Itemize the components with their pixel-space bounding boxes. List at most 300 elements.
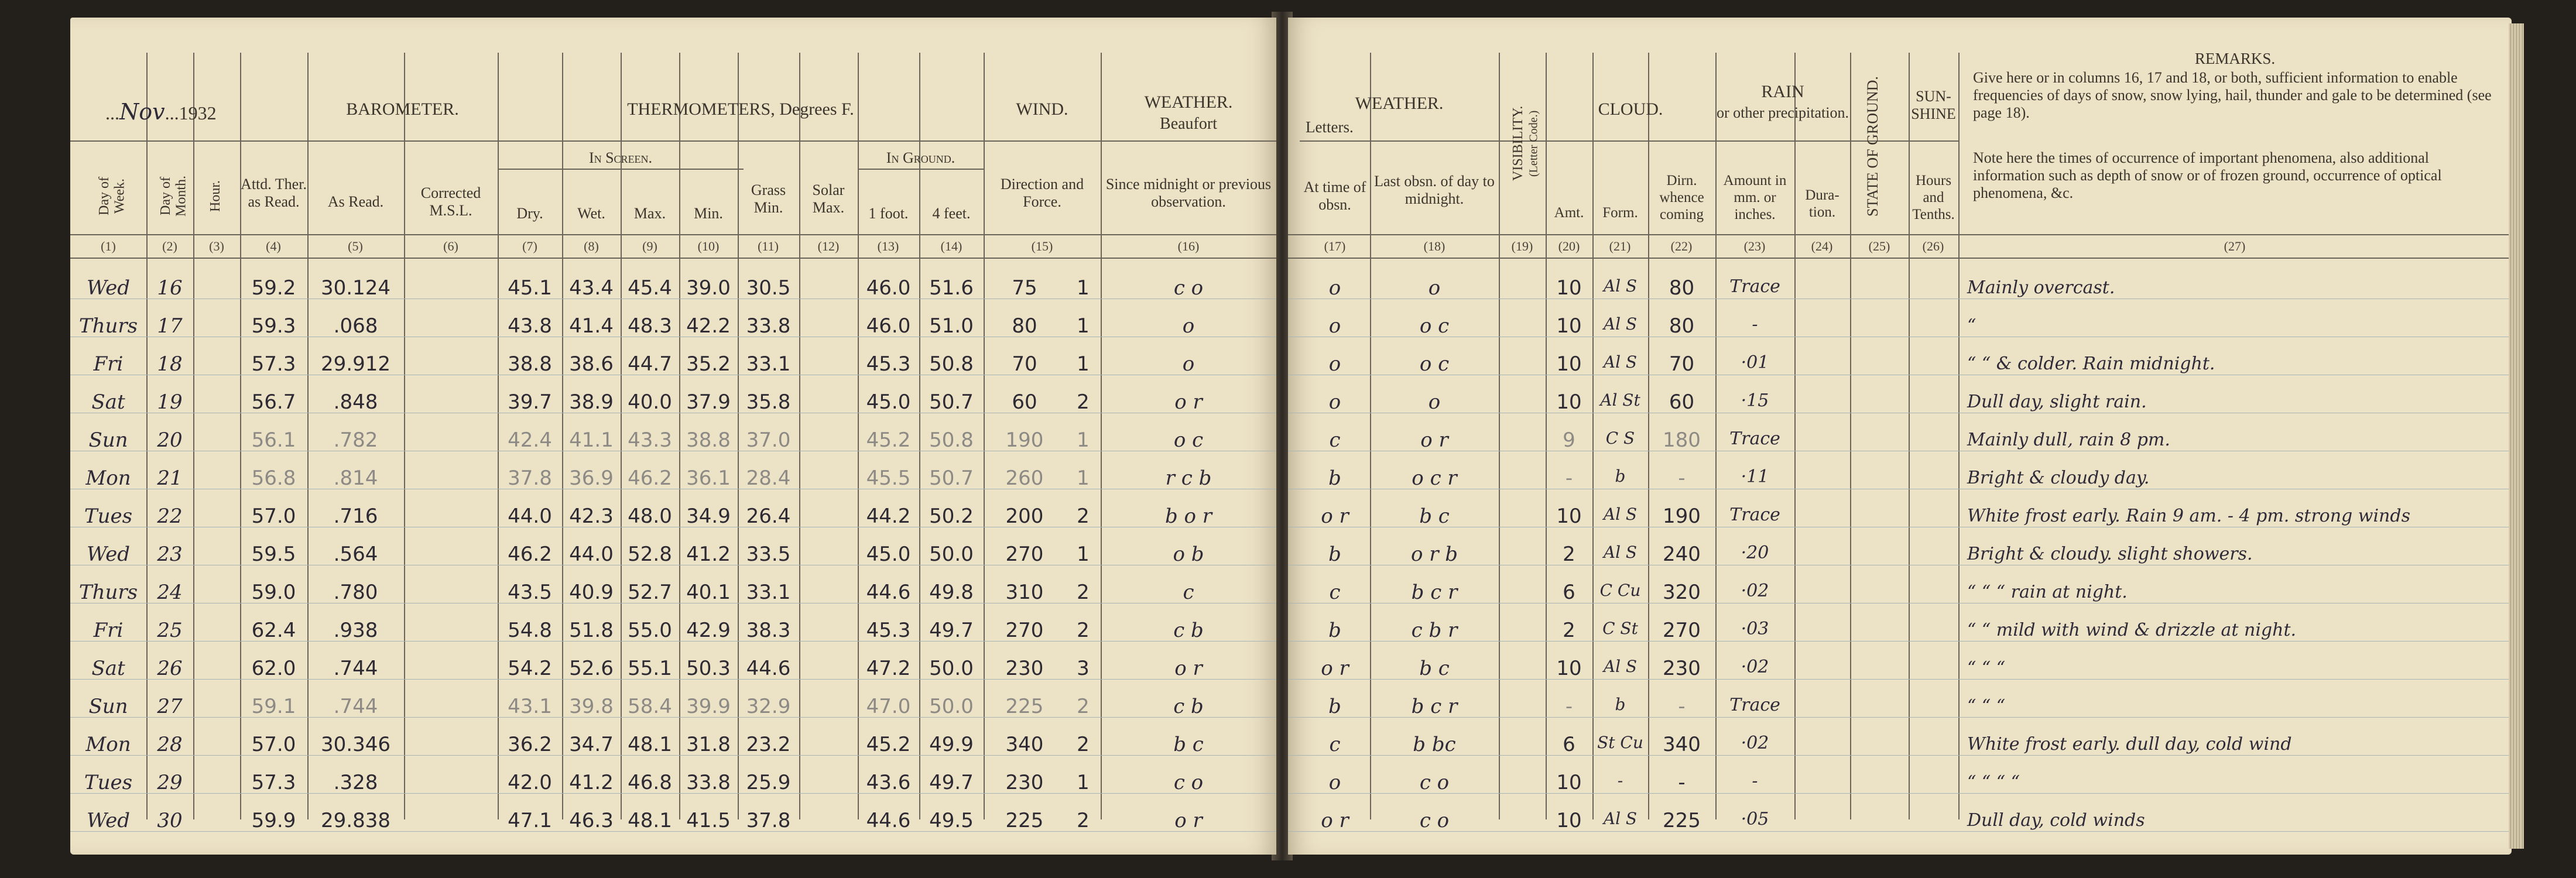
cell-bar: 30.346 xyxy=(321,733,390,756)
cell-date: 30 xyxy=(157,809,183,832)
cell-date: 24 xyxy=(157,581,183,604)
cell-dirn: 70 xyxy=(1669,352,1695,376)
cell-bar: 29.838 xyxy=(321,809,390,832)
cell-force: 1 xyxy=(1077,352,1090,376)
cell-attd: 59.9 xyxy=(251,809,296,832)
remark-text: Dull day, cold winds xyxy=(1967,810,2145,831)
cell-date: 17 xyxy=(157,314,183,338)
cell-dir: 70 xyxy=(1012,352,1037,376)
remark-text: Dull day, slight rain. xyxy=(1967,392,2147,412)
column-number: (12) xyxy=(817,239,840,253)
cell-last: b c r xyxy=(1411,581,1458,604)
dirn-header: Dirn. whence coming xyxy=(1659,173,1704,222)
cell-last: b c r xyxy=(1411,695,1458,718)
cell-wet: 39.8 xyxy=(569,695,614,718)
cell-rain: - xyxy=(1752,771,1758,791)
cell-dir: 190 xyxy=(1005,428,1044,452)
cell-wx: o r xyxy=(1174,390,1203,414)
cell-g1: 44.2 xyxy=(866,505,911,528)
cell-max: 48.1 xyxy=(628,733,672,756)
cell-day: Sun xyxy=(88,695,128,718)
beaufort-label: Beaufort xyxy=(1160,115,1217,133)
cell-rain: ·02 xyxy=(1741,733,1769,753)
cell-bar: .814 xyxy=(333,467,378,490)
header-rule-bottom xyxy=(70,234,1276,235)
amt-header: Amt. xyxy=(1554,205,1584,221)
in-ground-heading: In Ground. xyxy=(886,149,955,166)
cell-date: 20 xyxy=(157,428,183,452)
column-number: (27) xyxy=(2224,239,2246,253)
in-screen-heading: In Screen. xyxy=(588,149,653,166)
cell-g4: 49.8 xyxy=(929,581,974,604)
cell-g1: 43.6 xyxy=(866,771,911,794)
cell-form: Al S xyxy=(1603,543,1638,562)
cell-day: Mon xyxy=(85,467,131,490)
header-rule-top xyxy=(1300,140,1958,142)
cell-form: St Cu xyxy=(1597,733,1643,752)
cell-last: o c xyxy=(1419,314,1450,338)
cell-grass: 44.6 xyxy=(746,657,791,680)
cell-min: 37.9 xyxy=(686,390,731,414)
remarks-instructions-2: Note here the times of occurrence of important phenomena, also additional information such as depth of snow or of frozen ground, occurrence of optical phenomena, &c. xyxy=(1973,149,2442,201)
cell-bar: .938 xyxy=(333,619,378,642)
column-number: (17) xyxy=(1324,239,1346,253)
dry-header: Dry. xyxy=(516,205,543,222)
cell-min: 34.9 xyxy=(686,505,731,528)
solar-max-header: Solar Max. xyxy=(812,181,845,216)
cell-bar: .782 xyxy=(333,428,378,452)
cell-amt: 10 xyxy=(1556,771,1582,794)
cell-max: 46.2 xyxy=(628,467,672,490)
cell-wx: c o xyxy=(1173,276,1204,300)
cell-dirn: 230 xyxy=(1663,657,1701,680)
cell-g4: 51.6 xyxy=(929,276,974,300)
cell-day: Wed xyxy=(86,809,131,832)
cell-wet: 52.6 xyxy=(569,657,614,680)
remark-text: Mainly overcast. xyxy=(1967,277,2115,298)
cell-at: c xyxy=(1329,733,1341,756)
cell-rain: ·05 xyxy=(1741,809,1769,829)
corrected-header: Corrected M.S.L. xyxy=(420,184,481,219)
remark-text: “ “ “ rain at night. xyxy=(1967,582,2128,602)
cell-form: Al S xyxy=(1603,505,1638,524)
column-rule xyxy=(1499,53,1500,819)
cell-wx: c xyxy=(1183,581,1194,604)
column-number: (19) xyxy=(1511,239,1533,253)
hours-tenths-header: Hours and Tenths. xyxy=(1912,173,1955,222)
remark-text: Mainly dull, rain 8 pm. xyxy=(1967,430,2170,450)
cell-date: 16 xyxy=(157,276,183,300)
max-header: Max. xyxy=(633,205,666,222)
cell-dry: 42.0 xyxy=(508,771,552,794)
cell-last: b c xyxy=(1419,505,1450,528)
cell-at: o xyxy=(1328,390,1341,414)
cell-wet: 38.9 xyxy=(569,390,614,414)
cell-min: 35.2 xyxy=(686,352,731,376)
cell-g1: 45.2 xyxy=(866,428,911,452)
cell-wx: o c xyxy=(1173,428,1204,452)
cell-date: 26 xyxy=(157,657,183,680)
cell-amt: 6 xyxy=(1563,733,1575,756)
cell-max: 58.4 xyxy=(628,695,672,718)
cell-bar: .744 xyxy=(333,695,378,718)
cell-attd: 59.5 xyxy=(251,543,296,566)
cell-day: Fri xyxy=(93,619,124,642)
cell-dirn: 80 xyxy=(1669,276,1695,300)
column-number: (4) xyxy=(266,239,281,253)
cell-rain: ·03 xyxy=(1741,619,1769,639)
remark-text: “ “ “ xyxy=(1967,658,2006,678)
cell-wx: o r xyxy=(1174,657,1203,680)
cell-at: o xyxy=(1328,771,1341,794)
header-rule-top xyxy=(70,140,1276,142)
month-year: ...Nov...1932 xyxy=(105,99,217,125)
cell-g1: 45.3 xyxy=(866,352,911,376)
cell-grass: 25.9 xyxy=(746,771,791,794)
cell-day: Thurs xyxy=(78,581,138,604)
column-number: (24) xyxy=(1811,239,1833,253)
cell-dir: 60 xyxy=(1012,390,1037,414)
cell-day: Tues xyxy=(84,505,133,528)
cell-rain: Trace xyxy=(1729,505,1780,525)
cell-g1: 45.0 xyxy=(866,543,911,566)
cell-grass: 23.2 xyxy=(746,733,791,756)
cell-force: 2 xyxy=(1077,505,1090,528)
column-number: (6) xyxy=(443,239,458,253)
cell-at: c xyxy=(1329,428,1341,452)
cell-last: b c xyxy=(1419,657,1450,680)
remark-text: “ “ mild with wind & drizzle at night. xyxy=(1967,620,2297,640)
remarks-instructions-1: Give here or in columns 16, 17 and 18, or both, sufficient information to enable frequencies of days of snow, snow lying, hail, thunder and gale to be determined (see page 18). xyxy=(1973,69,2492,121)
column-number: (22) xyxy=(1670,239,1693,253)
cell-bar: .848 xyxy=(333,390,378,414)
cell-g4: 51.0 xyxy=(929,314,974,338)
cell-grass: 33.1 xyxy=(746,581,791,604)
column-number: (23) xyxy=(1743,239,1766,253)
cell-amt: 10 xyxy=(1556,276,1582,300)
cell-wx: o xyxy=(1182,352,1195,376)
weather-heading-right: WEATHER. xyxy=(1355,94,1444,113)
cell-form: Al S xyxy=(1603,314,1638,334)
cell-g1: 45.3 xyxy=(866,619,911,642)
cell-attd: 59.1 xyxy=(251,695,296,718)
cell-dry: 54.8 xyxy=(508,619,552,642)
cell-grass: 26.4 xyxy=(746,505,791,528)
page-edges xyxy=(2509,23,2524,849)
right-page xyxy=(1288,18,2512,855)
cell-dir: 225 xyxy=(1005,809,1044,832)
header-rule-nums xyxy=(70,258,1276,259)
cell-attd: 62.4 xyxy=(251,619,296,642)
remark-text: “ “ “ xyxy=(1967,696,2006,716)
day-of-week-header: Day of Week. xyxy=(97,177,128,215)
cell-grass: 37.8 xyxy=(746,809,791,832)
cell-dir: 340 xyxy=(1005,733,1044,756)
column-number: (1) xyxy=(101,239,116,253)
column-rule xyxy=(193,53,194,819)
last-obsn-header: Last obsn. of day to midnight. xyxy=(1374,173,1495,207)
cell-amt: - xyxy=(1565,695,1573,718)
cell-dry: 43.5 xyxy=(508,581,552,604)
cell-grass: 38.3 xyxy=(746,619,791,642)
cell-dirn: 240 xyxy=(1663,543,1701,566)
cell-grass: 32.9 xyxy=(746,695,791,718)
cell-dir: 260 xyxy=(1005,467,1044,490)
cell-force: 2 xyxy=(1077,619,1090,642)
cell-last: o xyxy=(1428,390,1441,414)
cell-last: b bc xyxy=(1413,733,1456,756)
cloud-heading: CLOUD. xyxy=(1598,100,1663,119)
cell-grass: 30.5 xyxy=(746,276,791,300)
cell-form: C S xyxy=(1605,428,1635,448)
cell-amt: 10 xyxy=(1556,505,1582,528)
cell-dry: 46.2 xyxy=(508,543,552,566)
column-number: (3) xyxy=(209,239,224,253)
cell-g4: 50.7 xyxy=(929,467,974,490)
cell-max: 55.1 xyxy=(628,657,672,680)
cell-wet: 46.3 xyxy=(569,809,614,832)
visibility-header xyxy=(1510,70,1542,217)
cell-min: 39.9 xyxy=(686,695,731,718)
cell-wet: 44.0 xyxy=(569,543,614,566)
cell-bar: 29.912 xyxy=(321,352,390,376)
cell-max: 48.3 xyxy=(628,314,672,338)
dots: ... xyxy=(165,102,179,124)
cell-dry: 37.8 xyxy=(508,467,552,490)
cell-force: 1 xyxy=(1077,314,1090,338)
cell-rain: ·15 xyxy=(1741,390,1769,411)
cell-g4: 50.2 xyxy=(929,505,974,528)
cell-form: C Cu xyxy=(1599,581,1641,600)
cell-dir: 200 xyxy=(1005,505,1044,528)
cell-g4: 49.7 xyxy=(929,619,974,642)
cell-force: 1 xyxy=(1077,467,1090,490)
remark-text: White frost early. dull day, cold wind xyxy=(1967,734,2292,754)
cell-wx: o xyxy=(1182,314,1195,338)
cell-at: c xyxy=(1329,581,1341,604)
cell-day: Tues xyxy=(84,771,133,794)
cell-bar: .744 xyxy=(333,657,378,680)
cell-amt: 10 xyxy=(1556,314,1582,338)
cell-date: 23 xyxy=(157,543,183,566)
cell-dry: 43.1 xyxy=(508,695,552,718)
cell-max: 48.1 xyxy=(628,809,672,832)
as-read-header: As Read. xyxy=(327,193,384,210)
cell-max: 45.4 xyxy=(628,276,672,300)
cell-dir: 80 xyxy=(1012,314,1037,338)
cell-force: 2 xyxy=(1077,695,1090,718)
cell-grass: 33.1 xyxy=(746,352,791,376)
cell-min: 39.0 xyxy=(686,276,731,300)
cell-dirn: - xyxy=(1678,695,1686,718)
cell-form: Al S xyxy=(1603,276,1638,296)
cell-rain: Trace xyxy=(1729,695,1780,715)
cell-date: 19 xyxy=(157,390,183,414)
cell-dirn: 320 xyxy=(1663,581,1701,604)
cell-day: Fri xyxy=(93,352,124,376)
cell-dry: 36.2 xyxy=(508,733,552,756)
min-header: Min. xyxy=(694,205,723,222)
remark-text: Bright & cloudy. slight showers. xyxy=(1967,544,2253,564)
cell-g1: 45.0 xyxy=(866,390,911,414)
column-rule xyxy=(404,53,405,819)
cell-max: 44.7 xyxy=(628,352,672,376)
remarks-title: REMARKS. xyxy=(2194,50,2276,67)
cell-date: 21 xyxy=(157,467,183,490)
cell-last: o r xyxy=(1420,428,1448,452)
cell-wet: 41.1 xyxy=(569,428,614,452)
header-rule-bottom xyxy=(1288,234,2512,235)
cell-form: Al St xyxy=(1600,390,1640,410)
cell-bar: .564 xyxy=(333,543,378,566)
visibility-label: VISIBILITY. xyxy=(1510,105,1526,181)
cell-dry: 47.1 xyxy=(508,809,552,832)
cell-wet: 38.6 xyxy=(569,352,614,376)
cell-at: b xyxy=(1328,619,1341,642)
column-number: (9) xyxy=(642,239,657,253)
cell-last: o c r xyxy=(1412,467,1457,490)
cell-at: o xyxy=(1328,352,1341,376)
cell-g4: 49.5 xyxy=(929,809,974,832)
four-feet-header: 4 feet. xyxy=(932,205,971,222)
cell-dry: 38.8 xyxy=(508,352,552,376)
cell-rain: ·20 xyxy=(1741,543,1769,563)
column-number: (20) xyxy=(1558,239,1580,253)
cell-day: Thurs xyxy=(78,314,138,338)
column-number: (21) xyxy=(1609,239,1631,253)
cell-g4: 50.8 xyxy=(929,428,974,452)
rain-sub: or other precipitation. xyxy=(1717,104,1849,121)
cell-g1: 47.0 xyxy=(866,695,911,718)
cell-bar: 30.124 xyxy=(321,276,390,300)
cell-amt: 6 xyxy=(1563,581,1575,604)
cell-grass: 33.5 xyxy=(746,543,791,566)
cell-min: 42.9 xyxy=(686,619,731,642)
at-time-header: At time of obsn. xyxy=(1303,179,1366,213)
cell-min: 42.2 xyxy=(686,314,731,338)
column-number: (10) xyxy=(697,239,720,253)
header-rule-nums xyxy=(1288,258,2512,259)
cell-rain: ·02 xyxy=(1741,581,1769,601)
cell-attd: 59.0 xyxy=(251,581,296,604)
duration-header: Dura-tion. xyxy=(1805,187,1839,220)
cell-max: 52.8 xyxy=(628,543,672,566)
cell-attd: 57.0 xyxy=(251,733,296,756)
cell-amt: 2 xyxy=(1563,543,1575,566)
cell-rain: - xyxy=(1752,314,1758,335)
cell-dir: 270 xyxy=(1005,619,1044,642)
cell-at: o xyxy=(1328,276,1341,300)
cell-amt: - xyxy=(1565,467,1573,490)
cell-g4: 50.8 xyxy=(929,352,974,376)
cell-rain: ·01 xyxy=(1741,352,1769,373)
cell-dirn: 190 xyxy=(1663,505,1701,528)
cell-g1: 46.0 xyxy=(866,276,911,300)
cell-date: 18 xyxy=(157,352,183,376)
cell-attd: 59.3 xyxy=(251,314,296,338)
cell-min: 38.8 xyxy=(686,428,731,452)
cell-wx: c b xyxy=(1173,695,1204,718)
cell-dirn: 340 xyxy=(1663,733,1701,756)
left-page xyxy=(70,18,1276,855)
barometer-heading: BAROMETER. xyxy=(346,100,459,119)
cell-force: 1 xyxy=(1077,428,1090,452)
column-number: (11) xyxy=(758,239,779,253)
cell-max: 52.7 xyxy=(628,581,672,604)
cell-bar: .716 xyxy=(333,505,378,528)
cell-bar: .780 xyxy=(333,581,378,604)
cell-amt: 10 xyxy=(1556,390,1582,414)
cell-last: o xyxy=(1428,276,1441,300)
cell-amt: 2 xyxy=(1563,619,1575,642)
cell-amt: 9 xyxy=(1563,428,1575,452)
cell-dry: 42.4 xyxy=(508,428,552,452)
cell-wet: 51.8 xyxy=(569,619,614,642)
column-number: (16) xyxy=(1177,239,1200,253)
cell-min: 36.1 xyxy=(686,467,731,490)
cell-dry: 43.8 xyxy=(508,314,552,338)
cell-date: 29 xyxy=(157,771,183,794)
remark-text: “ “ “ “ xyxy=(1967,772,2020,793)
year-label: 1932 xyxy=(179,102,217,124)
cell-min: 33.8 xyxy=(686,771,731,794)
cell-rain: ·11 xyxy=(1741,467,1769,487)
cell-day: Sat xyxy=(91,657,125,680)
cell-g4: 50.0 xyxy=(929,695,974,718)
cell-form: Al S xyxy=(1603,657,1638,676)
cell-g1: 45.2 xyxy=(866,733,911,756)
column-number: (18) xyxy=(1423,239,1445,253)
cell-date: 22 xyxy=(157,505,183,528)
cell-force: 1 xyxy=(1077,276,1090,300)
cell-bar: .068 xyxy=(333,314,378,338)
column-number: (25) xyxy=(1868,239,1890,253)
cell-wx: c o xyxy=(1173,771,1204,794)
cell-wet: 41.2 xyxy=(569,771,614,794)
column-number: (2) xyxy=(162,239,177,253)
cell-wet: 34.7 xyxy=(569,733,614,756)
column-number: (14) xyxy=(940,239,962,253)
cell-amt: 10 xyxy=(1556,657,1582,680)
rain-heading: RAIN xyxy=(1761,82,1804,101)
wind-heading: WIND. xyxy=(1016,100,1068,119)
cell-wet: 42.3 xyxy=(569,505,614,528)
cell-date: 28 xyxy=(157,733,183,756)
cell-at: o r xyxy=(1321,657,1349,680)
cell-grass: 28.4 xyxy=(746,467,791,490)
remark-text: White frost early. Rain 9 am. - 4 pm. strong winds xyxy=(1967,506,2410,526)
cell-dir: 270 xyxy=(1005,543,1044,566)
cell-dir: 230 xyxy=(1005,771,1044,794)
one-foot-header: 1 foot. xyxy=(868,205,909,222)
wet-header: Wet. xyxy=(577,205,605,222)
cell-attd: 57.0 xyxy=(251,505,296,528)
cell-last: c b r xyxy=(1411,619,1458,642)
cell-at: b xyxy=(1328,695,1341,718)
direction-force-header: Direction and Force. xyxy=(1000,176,1084,210)
header-rule-sub xyxy=(498,169,744,170)
cell-dirn: - xyxy=(1678,771,1686,794)
cell-g4: 50.0 xyxy=(929,657,974,680)
remark-text: “ xyxy=(1967,315,1976,336)
cell-attd: 56.7 xyxy=(251,390,296,414)
column-rule xyxy=(1909,53,1910,819)
cell-g4: 49.9 xyxy=(929,733,974,756)
cell-last: c o xyxy=(1419,771,1450,794)
cell-dir: 310 xyxy=(1005,581,1044,604)
cell-form: b xyxy=(1615,467,1626,486)
cell-dirn: 60 xyxy=(1669,390,1695,414)
